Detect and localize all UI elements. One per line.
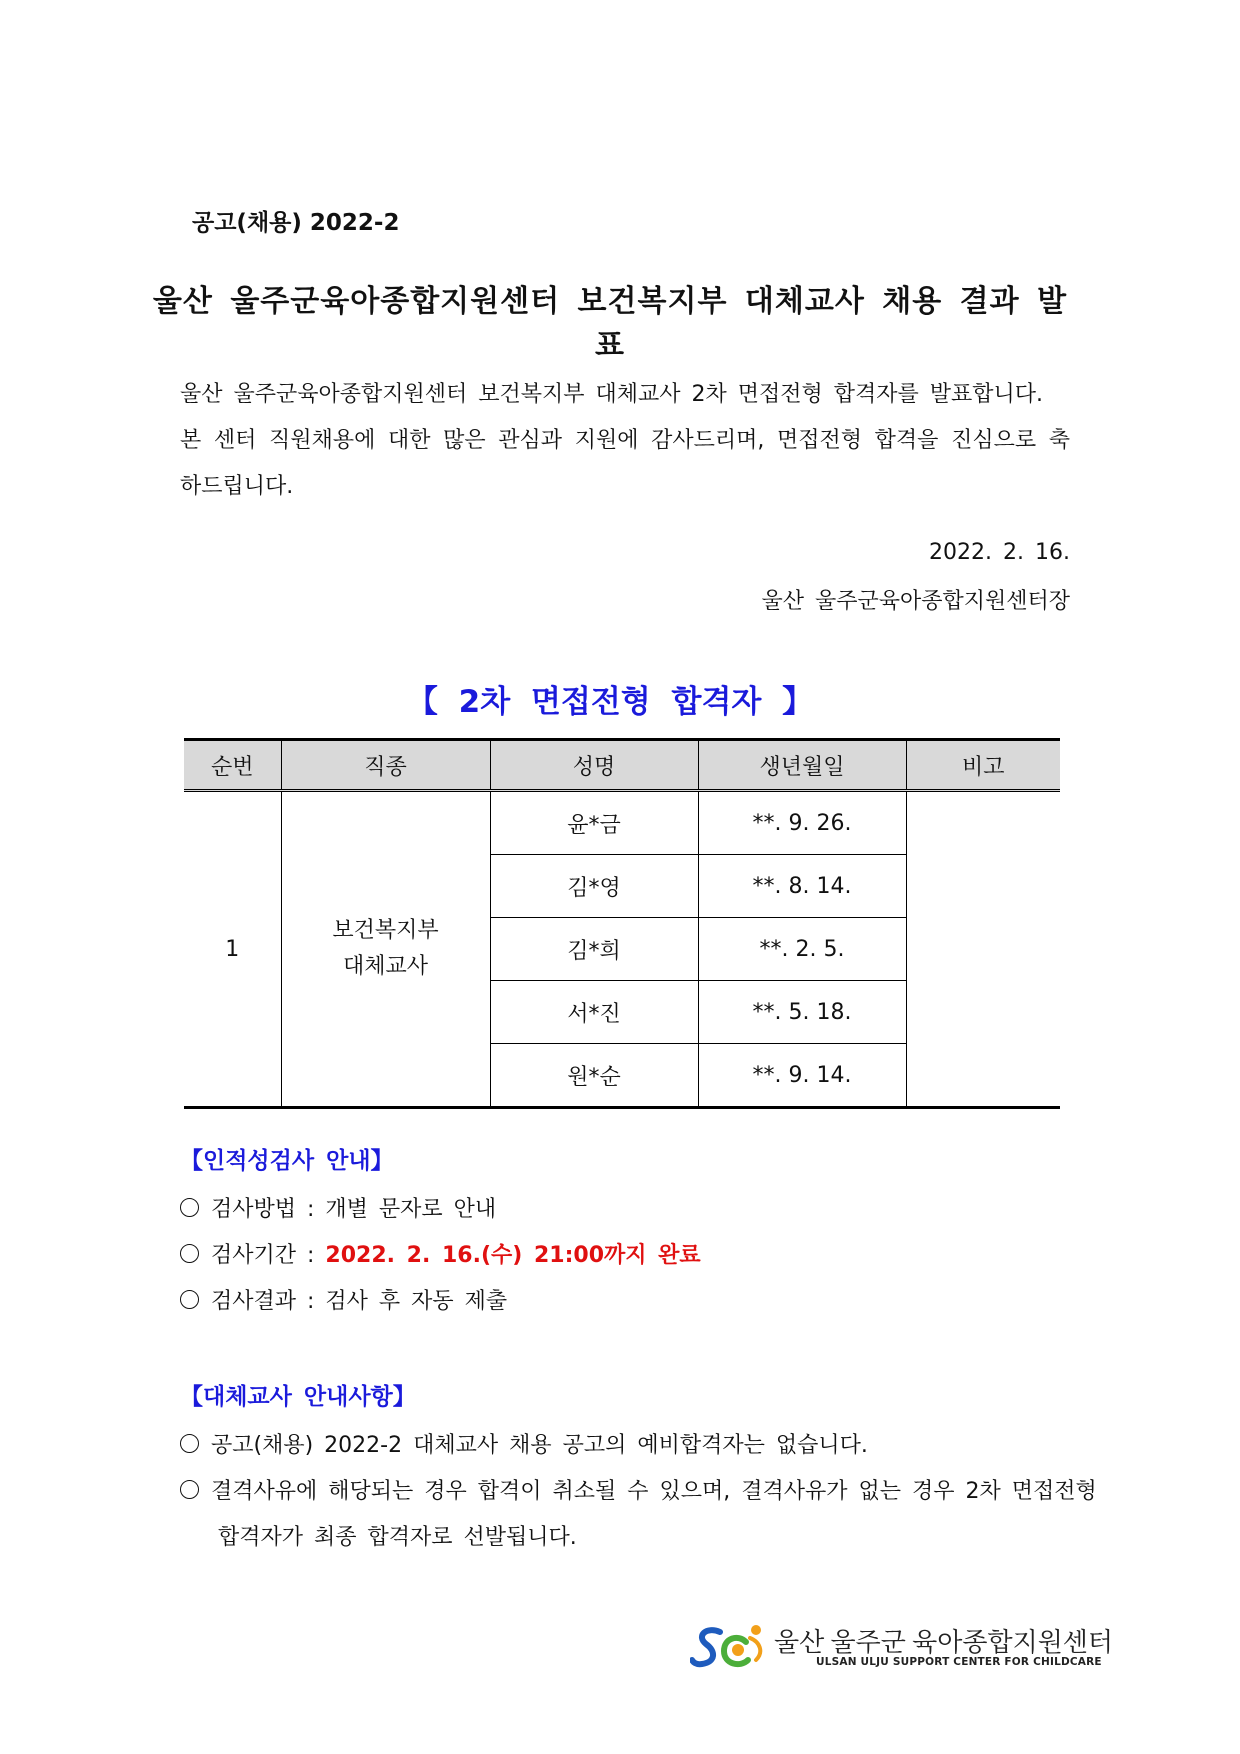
name-cell: 원*순 xyxy=(490,1044,698,1108)
job-line: 보건복지부 xyxy=(332,918,439,943)
personality-test-heading: 【인적성검사 안내】 xyxy=(180,1148,394,1174)
logo-subtitle: ULSAN ULJU SUPPORT CENTER FOR CHILDCARE xyxy=(816,1656,1102,1668)
circle-bullet-icon xyxy=(180,1244,199,1263)
name-cell: 윤*금 xyxy=(490,791,698,855)
item-text: 공고(채용) 2022-2 대체교사 채용 공고의 예비합격자는 없습니다. xyxy=(211,1433,868,1458)
list-item xyxy=(180,1192,496,1223)
list-item xyxy=(180,1428,868,1459)
job-line: 대체교사 xyxy=(342,954,428,979)
results-table xyxy=(184,738,1060,1109)
item-label: 검사결과 : xyxy=(211,1289,326,1314)
item-text: 합격자가 최종 합격자로 선발됩니다. xyxy=(218,1525,577,1550)
results-section-title: 【 2차 면접전형 합격자 】 xyxy=(406,684,814,720)
notice-number: 공고(채용) 2022-2 xyxy=(192,210,400,236)
substitute-info-list xyxy=(180,1428,1097,1568)
signer: 울산 울주군육아종합지원센터장 xyxy=(761,589,1070,614)
intro-line: 울산 울주군육아종합지원센터 보건복지부 대체교사 2차 면접전형 합격자를 발표합니다. xyxy=(180,382,1044,407)
list-item xyxy=(180,1284,507,1315)
item-value: 검사 후 자동 제출 xyxy=(325,1289,508,1314)
item-label: 검사방법 : xyxy=(211,1197,326,1222)
circle-bullet-icon xyxy=(180,1198,199,1217)
circle-bullet-icon xyxy=(180,1290,199,1309)
name-cell: 김*영 xyxy=(490,855,698,918)
header-birth: 생년월일 xyxy=(698,740,906,791)
center-logo-mark-icon xyxy=(690,1620,770,1676)
personality-test-list xyxy=(180,1192,1070,1342)
announcement-date: 2022. 2. 16. xyxy=(929,540,1070,565)
page-title: 울산 울주군육아종합지원센터 보건복지부 대체교사 채용 결과 발표 xyxy=(152,284,1068,363)
intro-paragraph xyxy=(180,372,1070,510)
birth-cell: **. 5. 18. xyxy=(698,981,906,1044)
item-label: 검사기간 : xyxy=(211,1243,326,1268)
center-logo xyxy=(690,1620,1114,1676)
header-job: 직종 xyxy=(281,740,490,791)
header-note: 비고 xyxy=(906,740,1060,791)
birth-cell: **. 9. 26. xyxy=(698,791,906,855)
job-cell xyxy=(281,791,490,1108)
seq-cell: 1 xyxy=(184,791,281,1108)
name-cell: 서*진 xyxy=(490,981,698,1044)
birth-cell: **. 2. 5. xyxy=(698,918,906,981)
item-text: 결격사유에 해당되는 경우 합격이 취소될 수 있으며, 결격사유가 없는 경우 2차 면접전형 xyxy=(211,1479,1097,1504)
birth-cell: **. 9. 14. xyxy=(698,1044,906,1108)
list-item xyxy=(180,1238,701,1269)
birth-cell: **. 8. 14. xyxy=(698,855,906,918)
item-value-highlight: 2022. 2. 16.(수) 21:00까지 완료 xyxy=(325,1243,701,1268)
header-name: 성명 xyxy=(490,740,698,791)
table-row xyxy=(184,791,1060,855)
item-value: 개별 문자로 안내 xyxy=(325,1197,497,1222)
table-header-row xyxy=(184,740,1060,791)
logo-name: 울산 울주군 육아종합지원센터 xyxy=(774,1628,1114,1658)
circle-bullet-icon xyxy=(180,1434,199,1453)
list-item-continuation xyxy=(180,1520,577,1551)
header-seq: 순번 xyxy=(184,740,281,791)
list-item xyxy=(180,1474,1097,1505)
note-cell xyxy=(906,791,1060,1108)
substitute-info-heading: 【대체교사 안내사항】 xyxy=(180,1384,416,1410)
circle-bullet-icon xyxy=(180,1480,199,1499)
name-cell: 김*희 xyxy=(490,918,698,981)
intro-line: 본 센터 직원채용에 대한 많은 관심과 지원에 감사드리며, 면접전형 합격을 진심으로 축하드립니다. xyxy=(180,428,1070,499)
